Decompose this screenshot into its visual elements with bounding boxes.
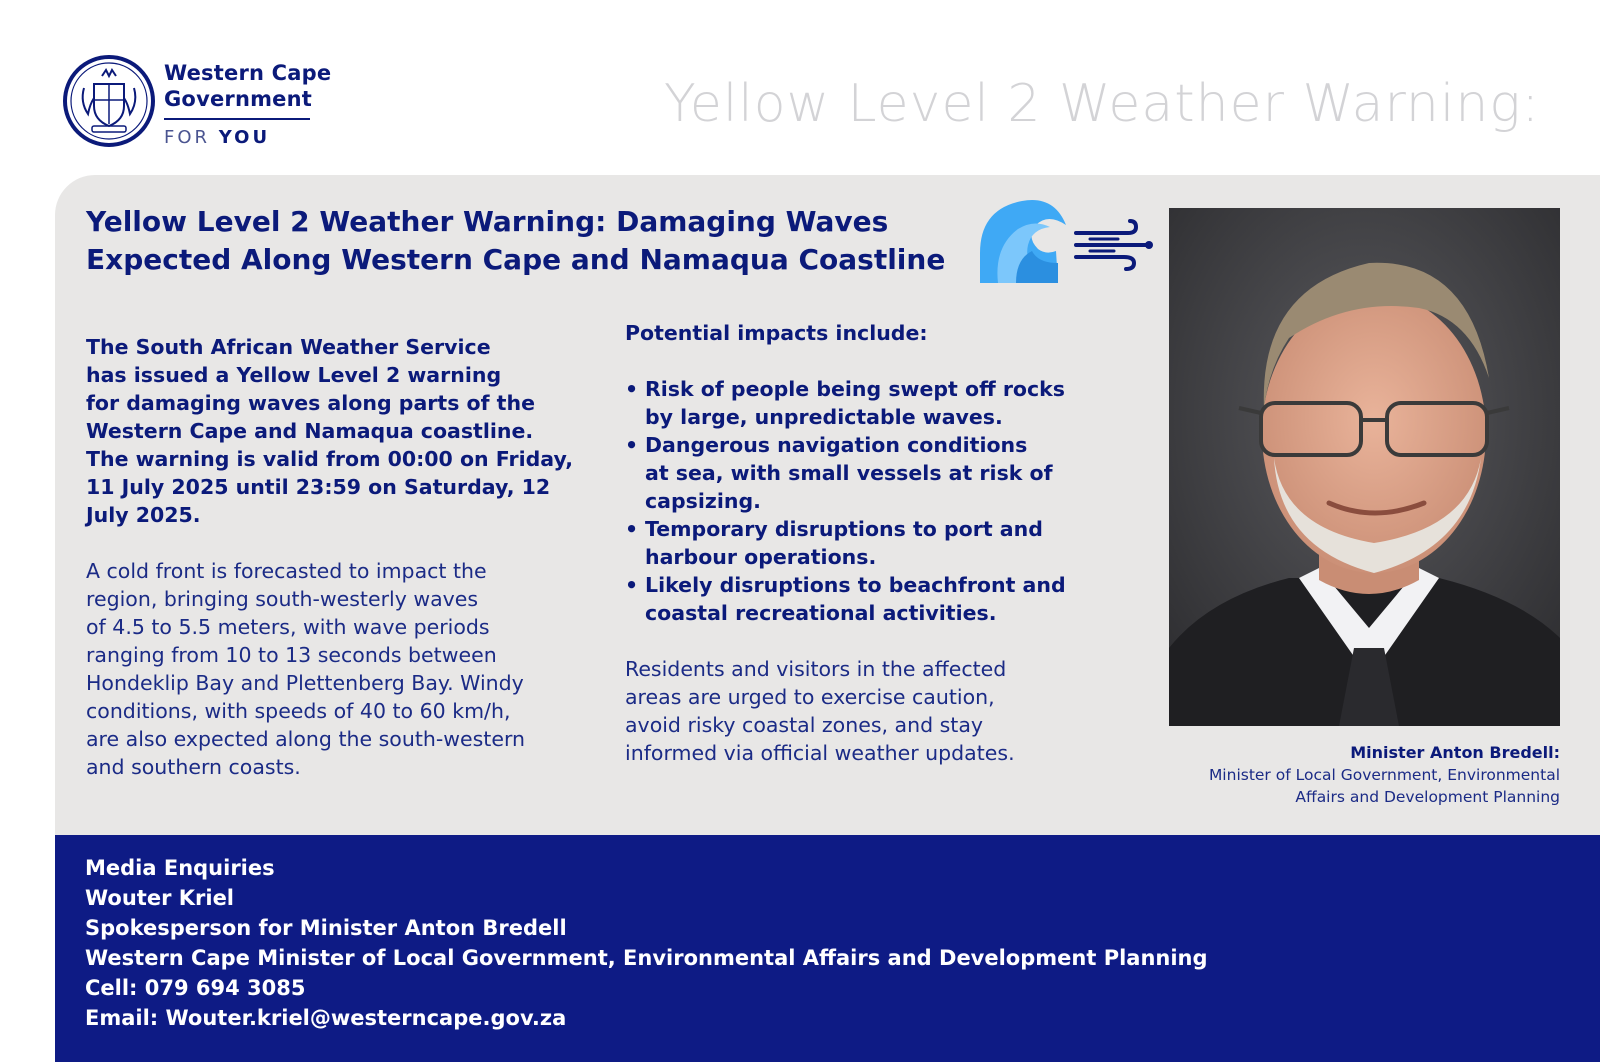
- logo-divider: [164, 118, 310, 120]
- footer-cell: Cell: 079 694 3085: [85, 976, 306, 1000]
- impact-item: [625, 431, 1115, 515]
- forecast-line: ranging from 10 to 13 seconds between: [86, 643, 497, 667]
- forecast-line: of 4.5 to 5.5 meters, with wave periods: [86, 615, 490, 639]
- coat-of-arms-icon: [62, 54, 156, 148]
- impacts-list: [625, 375, 1115, 627]
- header-ghost-title: Yellow Level 2 Weather Warning:: [664, 74, 1540, 134]
- page-title: [86, 203, 986, 279]
- wave-wind-icon-group: [978, 197, 1154, 289]
- intro-line: Western Cape and Namaqua coastline.: [86, 419, 534, 443]
- impact-item: [625, 571, 1115, 627]
- forecast-paragraph: [86, 557, 606, 781]
- media-enquiries-footer: [55, 835, 1600, 1062]
- footer-department: Western Cape Minister of Local Government, Environmental Affairs and Development Planning: [85, 946, 1208, 970]
- advice-paragraph: [625, 655, 1115, 767]
- wave-icon: [980, 200, 1066, 283]
- footer-contact-name: Wouter Kriel: [85, 886, 235, 910]
- forecast-line: and southern coasts.: [86, 755, 301, 779]
- title-line-2: Expected Along Western Cape and Namaqua Coastline: [86, 243, 946, 276]
- impact-line: • Dangerous navigation conditions: [645, 433, 1028, 457]
- left-column: [86, 333, 606, 781]
- intro-line: The warning is valid from 00:00 on Friday,: [86, 447, 574, 471]
- intro-line: The South African Weather Service: [86, 335, 491, 359]
- footer-contact-title: Spokesperson for Minister Anton Bredell: [85, 916, 567, 940]
- forecast-line: Hondeklip Bay and Plettenberg Bay. Windy: [86, 671, 524, 695]
- intro-line: has issued a Yellow Level 2 warning: [86, 363, 502, 387]
- caption-role-line-2: Affairs and Development Planning: [1295, 788, 1560, 806]
- intro-line: July 2025.: [86, 503, 201, 527]
- western-cape-government-logo: [62, 54, 352, 154]
- advice-line: informed via official weather updates.: [625, 741, 1015, 765]
- impact-line: coastal recreational activities.: [645, 601, 997, 625]
- advice-line: avoid risky coastal zones, and stay: [625, 713, 984, 737]
- intro-line: 11 July 2025 until 23:59 on Saturday, 12: [86, 475, 551, 499]
- logo-line-1: Western Cape: [164, 61, 332, 85]
- impact-line: • Risk of people being swept off rocks: [645, 377, 1065, 401]
- impact-line: capsizing.: [645, 489, 761, 513]
- caption-name: Minister Anton Bredell:: [1350, 743, 1560, 762]
- portrait-illustration: [1169, 208, 1560, 726]
- impacts-heading: Potential impacts include:: [625, 321, 928, 345]
- wind-icon: [1076, 221, 1153, 269]
- logo-tag-for: FOR: [164, 127, 211, 148]
- impact-line: • Likely disruptions to beachfront and: [645, 573, 1066, 597]
- forecast-line: region, bringing south-westerly waves: [86, 587, 479, 611]
- advice-line: areas are urged to exercise caution,: [625, 685, 995, 709]
- impact-item: [625, 515, 1115, 571]
- impact-line: by large, unpredictable waves.: [645, 405, 1003, 429]
- title-line-1: Yellow Level 2 Weather Warning: Damaging Waves: [86, 205, 889, 238]
- footer-heading: Media Enquiries: [85, 856, 275, 880]
- intro-line: for damaging waves along parts of the: [86, 391, 535, 415]
- right-column: [625, 319, 1115, 767]
- impact-line: • Temporary disruptions to port and: [645, 517, 1043, 541]
- advice-line: Residents and visitors in the affected: [625, 657, 1007, 681]
- intro-paragraph: [86, 333, 606, 529]
- logo-line-2: Government: [164, 87, 313, 111]
- minister-portrait-photo: [1169, 208, 1560, 726]
- logo-tagline: [164, 127, 331, 148]
- forecast-line: conditions, with speeds of 40 to 60 km/h,: [86, 699, 511, 723]
- impact-line: harbour operations.: [645, 545, 877, 569]
- caption-role-line-1: Minister of Local Government, Environmental: [1208, 766, 1560, 784]
- impact-line: at sea, with small vessels at risk of: [645, 461, 1053, 485]
- logo-tag-you: YOU: [218, 127, 271, 148]
- impact-item: [625, 375, 1115, 431]
- footer-email[interactable]: Email: Wouter.kriel@westerncape.gov.za: [85, 1006, 567, 1030]
- photo-caption: [1140, 742, 1560, 808]
- forecast-line: are also expected along the south-western: [86, 727, 526, 751]
- forecast-line: A cold front is forecasted to impact the: [86, 559, 487, 583]
